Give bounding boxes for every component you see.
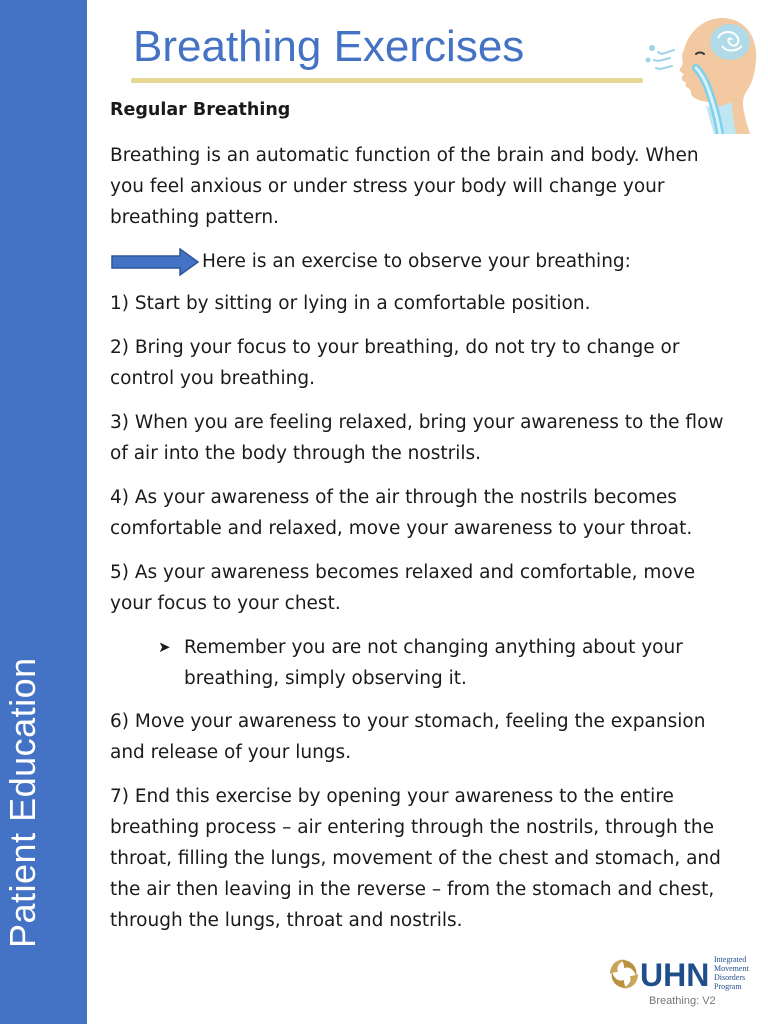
logo-line: Movement [714, 964, 749, 973]
arrowhead-bullet-icon: ➤ [158, 638, 171, 656]
sidebar-label: Patient Education [2, 657, 43, 948]
arrow-callout [110, 246, 735, 277]
step-item: 5) As your awareness becomes relaxed and comfortable, move your focus to your chest. [110, 562, 696, 614]
arrow-callout-text: Here is an exercise to observe your breathing: [202, 251, 631, 272]
logo-swirl-icon [610, 960, 638, 989]
uhn-logo [604, 952, 754, 996]
bullet-note [158, 632, 735, 694]
logo-line: Disorders [714, 973, 746, 982]
sidebar [0, 0, 87, 1024]
step-item: 6) Move your awareness to your stomach, feeling the expansion and release of your lungs. [110, 711, 706, 763]
logo-line: Integrated [714, 955, 747, 964]
step-item: 4) As your awareness of the air through the nostrils becomes comfortable and relaxed, move your awareness to your throat. [110, 487, 693, 539]
step-item: 3) When you are feeling relaxed, bring your awareness to the flow of air into the body through the nostrils. [110, 412, 724, 464]
logo-wordmark: UHN [640, 957, 710, 993]
bullet-note-text: Remember you are not changing anything about your breathing, simply observing it. [184, 637, 683, 689]
right-arrow-icon [110, 248, 200, 276]
version-label: Breathing: V2 [649, 995, 716, 1007]
logo-line: Program [714, 982, 742, 991]
section-heading: Regular Breathing [110, 100, 291, 120]
step-item: 2) Bring your focus to your breathing, do not try to change or control you breathing. [110, 337, 680, 389]
intro-paragraph: Breathing is an automatic function of the brain and body. When you feel anxious or under stress your body will change your breathing pattern. [110, 145, 699, 228]
document-body [110, 95, 735, 949]
step-item: 7) End this exercise by opening your awareness to the entire breathing process – air entering through the nostrils, through the throat, filling the lungs, movement of the chest and stomach, and the air then leaving in the reverse – from the stomach and chest, through the lungs, throat and nostrils. [110, 786, 721, 931]
step-item: 1) Start by sitting or lying in a comfortable position. [110, 293, 591, 314]
title-underline [131, 78, 643, 83]
page-title: Breathing Exercises [133, 22, 525, 71]
